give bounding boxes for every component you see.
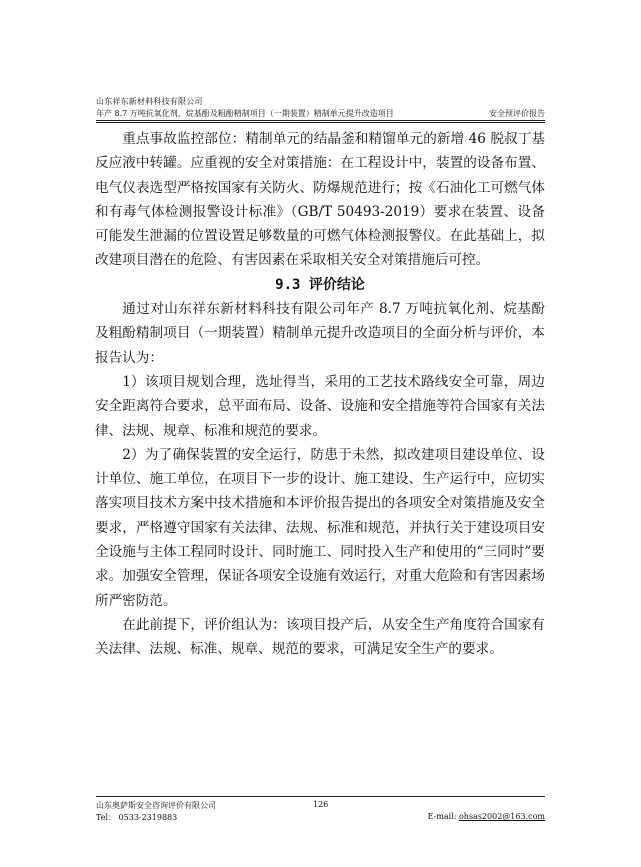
footer-tel: Tel： 0533-2319883 (96, 813, 178, 822)
section-title: 9.3 评价结论 (275, 276, 365, 293)
footer-company: 山东奥萨斯安全咨询评价有限公司 (96, 801, 216, 810)
document-body (95, 127, 545, 662)
email-link[interactable]: ohsas2002@163.com (458, 812, 545, 821)
paragraph-key-monitoring: 重点事故监控部位：精制单元的结晶釜和精馏单元的新增 46 脱叔丁基反应液中转罐。应重视的安全对策措施：在工程设计中，装置的设备布置、电气仪表选型严格按国家有关防火、防爆规范进行；按《石油化工可燃气体和有毒气体检测报警设计标准》（GB/T 50493-2019）要求在装置、设备可能发生泄漏的位置设置足够数量的可燃气体检测报警仪。在此基础上，拟改建项目潜在的危险、有害因素在采取相关安全对策措施后可控。 (95, 131, 545, 269)
paragraph-conclusion-1: 1）该项目规划合理，选址得当，采用的工艺技术路线安全可靠，周边安全距离符合要求，总平面布局、设备、设施和安全措施等符合国家有关法律、法规、规章、标准和规范的要求。 (95, 373, 545, 439)
page-number: 126 (313, 800, 329, 809)
footer-email (428, 812, 545, 821)
footer-rule (96, 796, 545, 797)
header-company: 山东祥东新材料科技有限公司 (96, 97, 203, 106)
header-report-type: 安全预评价报告 (489, 109, 545, 118)
email-label: E-mail: (427, 812, 459, 821)
header-rule (96, 120, 545, 121)
header-project-title: 年产 8.7 万吨抗氧化剂、烷基酚及粗酚精制项目（一期装置）精制单元提升改造项目 (96, 109, 394, 118)
paragraph-intro: 通过对山东祥东新材料科技有限公司年产 8.7 万吨抗氧化剂、烷基酚及粗酚精制项目（一期装置）精制单元提升改造项目的全面分析与评价，本报告认为： (95, 301, 545, 366)
paragraph-conclusion-2: 2）为了确保装置的安全运行，防患于未然，拟改建项目建设单位、设计单位、施工单位，在项目下一步的设计、施工建设、生产运行中，应切实落实项目技术方案中技术措施和本评价报告提出的各项安全对策措施及安全要求，严格遵守国家有关法律、法规、标准和规范，并执行关于建设项目安全设施与主体工程同时设计、同时施工、同时投入生产和使用的“三同时”要求。加强安全管理，保证各项安全设施有效运行，对重大危险和有害因素场所严密防范。 (95, 446, 545, 609)
paragraph-final: 在此前提下，评价组认为：该项目投产后，从安全生产角度符合国家有关法律、法规、标准、规章、规范的要求，可满足安全生产的要求。 (95, 616, 545, 658)
header-rule-thin (96, 122, 545, 123)
